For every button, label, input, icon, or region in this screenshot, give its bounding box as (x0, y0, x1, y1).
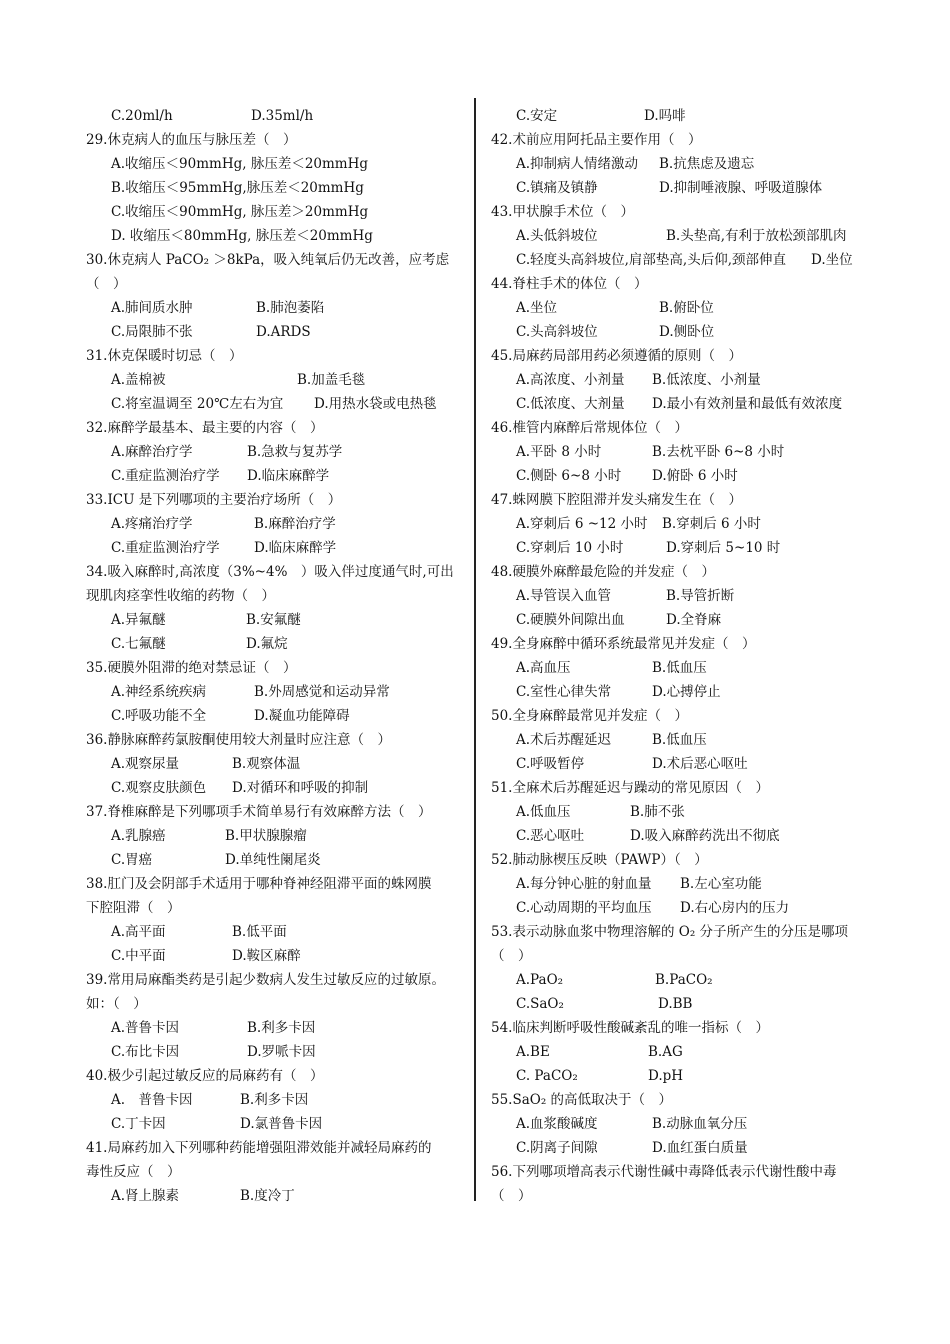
answer-option: A.观察尿量 (111, 756, 180, 772)
answer-option: A.坐位 (516, 300, 558, 316)
question-text: 49.全身麻醉中循环系统最常见并发症（ ） (491, 636, 756, 652)
answer-option: A.收缩压＜90mmHg, 脉压差＜20mmHg (111, 156, 369, 172)
question-text: 29.休克病人的血压与脉压差（ ） (86, 132, 297, 148)
question-text: （ ） (491, 1188, 532, 1204)
answer-options (491, 224, 871, 248)
answer-option: D.全脊麻 (666, 612, 722, 628)
answer-option: B.度冷丁 (240, 1188, 295, 1204)
answer-option: B.低血压 (652, 660, 707, 676)
question-text: 32.麻醉学最基本、最主要的内容（ ） (86, 420, 324, 436)
answer-option: C.中平面 (111, 948, 166, 964)
answer-option: C.呼吸功能不全 (111, 708, 207, 724)
question-text: 56.下列哪项增高表示代谢性碱中毒降低表示代谢性酸中毒 (491, 1164, 837, 1180)
question-text: 47.蛛网膜下腔阻滞并发头痛发生在（ ） (491, 492, 742, 508)
question-text: 现肌肉痉挛性收缩的药物（ ） (86, 588, 275, 604)
answer-options (86, 512, 466, 536)
answer-options (491, 800, 871, 824)
answer-options (491, 392, 871, 416)
answer-option: D.BB (658, 996, 693, 1012)
answer-option: D.临床麻醉学 (247, 468, 330, 484)
answer-option: C.重症监测治疗学 (111, 540, 220, 556)
answer-option: B.观察体温 (232, 756, 301, 772)
answer-option: A.头低斜坡位 (516, 228, 598, 244)
answer-option: D.血红蛋白质量 (652, 1140, 748, 1156)
answer-option: B.肺泡萎陷 (256, 300, 325, 316)
answer-option: D.最小有效剂量和最低有效浓度 (652, 396, 843, 412)
answer-option: D.吸入麻醉药洗出不彻底 (630, 828, 780, 844)
question-text: 52.肺动脉楔压反映（PAWP）（ ） (491, 852, 708, 868)
question-text: 46.椎管内麻醉后常规体位（ ） (491, 420, 688, 436)
question-text: 41.局麻药加入下列哪种药能增强阻滞效能并减轻局麻药的 (86, 1140, 432, 1156)
answer-option: A.术后苏醒延迟 (516, 732, 612, 748)
answer-options (86, 368, 466, 392)
answer-options (491, 824, 871, 848)
answer-option: A.低血压 (516, 804, 571, 820)
answer-option: C.硬膜外间隙出血 (516, 612, 625, 628)
answer-options (86, 152, 466, 176)
answer-option: D.抑制唾液腺、呼吸道腺体 (659, 180, 823, 196)
answer-options (86, 296, 466, 320)
answer-option: C.穿刺后 10 小时 (516, 540, 624, 556)
answer-option: C.收缩压＜90mmHg, 脉压差＞20mmHg (111, 204, 369, 220)
answer-options (491, 728, 871, 752)
answer-option: B.动脉血氧分压 (652, 1116, 748, 1132)
question-text: 51.全麻术后苏醒延迟与躁动的常见原因（ ） (491, 780, 769, 796)
answer-option: C.丁卡因 (111, 1116, 166, 1132)
answer-options (491, 752, 871, 776)
answer-options (86, 1088, 466, 1112)
answer-option: A.导管误入血管 (516, 588, 612, 604)
answer-option: D.氟烷 (246, 636, 288, 652)
answer-option: B.穿刺后 6 小时 (662, 516, 761, 532)
answer-options (86, 1184, 466, 1208)
answer-option: A.肺间质水肿 (111, 300, 193, 316)
answer-option: C.观察皮肤颜色 (111, 780, 207, 796)
answer-option: C.20ml/h (111, 108, 173, 124)
answer-option: D.单纯性阑尾炎 (225, 852, 321, 868)
question-text: 42.术前应用阿托品主要作用（ ） (491, 132, 702, 148)
answer-option: A.BE (516, 1044, 550, 1060)
answer-option: C.轻度头高斜坡位,肩部垫高,头后仰,颈部伸直 (516, 252, 787, 268)
answer-option: B.收缩压＜95mmHg,脉压差＜20mmHg (111, 180, 364, 196)
answer-option: C.重症监测治疗学 (111, 468, 220, 484)
question-text: 43.甲状腺手术位（ ） (491, 204, 634, 220)
answer-options (86, 824, 466, 848)
answer-option: A. 普鲁卡因 (111, 1092, 193, 1108)
question-text: （ ） (86, 276, 127, 292)
answer-options (86, 464, 466, 488)
answer-option: A.血浆酸碱度 (516, 1116, 598, 1132)
answer-option: D.右心房内的压力 (680, 900, 790, 916)
question-text: 48.硬膜外麻醉最危险的并发症（ ） (491, 564, 715, 580)
question-text: 36.静脉麻醉药氯胺酮使用较大剂量时应注意（ ） (86, 732, 391, 748)
question-text: 35.硬膜外阻滞的绝对禁忌证（ ） (86, 660, 297, 676)
answer-option: B.急救与复苏学 (247, 444, 343, 460)
answer-options (86, 776, 466, 800)
answer-options (86, 176, 466, 200)
answer-option: B.甲状腺腺瘤 (225, 828, 307, 844)
answer-options (491, 680, 871, 704)
answer-options (491, 1136, 871, 1160)
answer-option: D.术后恶心呕吐 (652, 756, 748, 772)
answer-options (86, 920, 466, 944)
answer-option: A.疼痛治疗学 (111, 516, 193, 532)
answer-option: A.普鲁卡因 (111, 1020, 180, 1036)
answer-options (491, 992, 871, 1016)
answer-options (86, 200, 466, 224)
answer-option: D.穿刺后 5~10 时 (666, 540, 781, 556)
answer-options (86, 680, 466, 704)
answer-options (491, 584, 871, 608)
answer-options (86, 1112, 466, 1136)
answer-options (491, 1040, 871, 1064)
answer-options (86, 848, 466, 872)
answer-options (491, 152, 871, 176)
answer-option: C. PaCO₂ (516, 1068, 578, 1084)
answer-option: B.左心室功能 (680, 876, 762, 892)
answer-options (491, 608, 871, 632)
answer-options (86, 752, 466, 776)
answer-options (491, 464, 871, 488)
answer-options (86, 440, 466, 464)
answer-option: D.临床麻醉学 (254, 540, 337, 556)
answer-option: B.PaCO₂ (655, 972, 713, 988)
answer-options (491, 1112, 871, 1136)
column-divider (474, 98, 476, 1201)
answer-option: B.低血压 (652, 732, 707, 748)
answer-option: C.局限肺不张 (111, 324, 193, 340)
answer-option: A.平卧 8 小时 (516, 444, 602, 460)
answer-option: C.室性心律失常 (516, 684, 612, 700)
answer-option: D.侧卧位 (659, 324, 715, 340)
answer-options (491, 248, 871, 272)
answer-option: A.神经系统疾病 (111, 684, 207, 700)
answer-options (491, 968, 871, 992)
answer-options (86, 224, 466, 248)
answer-option: C.镇痛及镇静 (516, 180, 598, 196)
answer-option: C.头高斜坡位 (516, 324, 598, 340)
question-text: 34.吸入麻醉时,高浓度（3%~4% ）吸入伴过度通气时,可出 (86, 564, 454, 580)
question-text: 33.ICU 是下列哪项的主要治疗场所（ ） (86, 492, 342, 508)
question-text: 38.肛门及会阴部手术适用于哪种脊神经阻滞平面的蛛网膜 (86, 876, 432, 892)
right-column (491, 104, 871, 1208)
answer-option: A.异氟醚 (111, 612, 166, 628)
answer-option: C.心动周期的平均血压 (516, 900, 652, 916)
answer-option: D.ARDS (256, 324, 311, 340)
answer-option: C.安定 (516, 108, 558, 124)
answer-option: D.吗啡 (644, 108, 686, 124)
answer-options (491, 536, 871, 560)
answer-option: C.SaO₂ (516, 996, 564, 1012)
question-text: 37.脊椎麻醉是下列哪项手术简单易行有效麻醉方法（ ） (86, 804, 432, 820)
question-text: 40.极少引起过敏反应的局麻药有（ ） (86, 1068, 324, 1084)
question-text: 50.全身麻醉最常见并发症（ ） (491, 708, 688, 724)
answer-option: D.pH (648, 1068, 684, 1084)
answer-option: B.AG (648, 1044, 683, 1060)
answer-option: D.罗哌卡因 (247, 1044, 316, 1060)
question-text: 下腔阻滞（ ） (86, 900, 181, 916)
answer-option: C.胃癌 (111, 852, 153, 868)
answer-option: B.抗焦虑及遗忘 (659, 156, 755, 172)
answer-options (86, 1040, 466, 1064)
answer-options (86, 536, 466, 560)
answer-option: C.布比卡因 (111, 1044, 180, 1060)
answer-options (491, 368, 871, 392)
answer-option: B.安氟醚 (246, 612, 301, 628)
question-text: 31.休克保暖时切忌（ ） (86, 348, 243, 364)
answer-option: A.高浓度、小剂量 (516, 372, 625, 388)
answer-option: B.头垫高,有利于放松颈部肌肉 (666, 228, 847, 244)
answer-option: B.导管折断 (666, 588, 735, 604)
answer-option: A.高血压 (516, 660, 571, 676)
answer-option: B.低浓度、小剂量 (652, 372, 761, 388)
answer-options (491, 104, 871, 128)
answer-options (491, 176, 871, 200)
answer-option: D.氯普鲁卡因 (240, 1116, 323, 1132)
answer-option: A.每分钟心脏的射血量 (516, 876, 652, 892)
answer-option: C.呼吸暂停 (516, 756, 585, 772)
answer-option: C.恶心呕吐 (516, 828, 585, 844)
answer-options (491, 872, 871, 896)
answer-options (491, 320, 871, 344)
answer-option: A.乳腺癌 (111, 828, 166, 844)
answer-option: D.坐位 (811, 252, 853, 268)
answer-options (86, 320, 466, 344)
answer-option: D.心搏停止 (652, 684, 721, 700)
answer-options (491, 512, 871, 536)
question-text: 55.SaO₂ 的高低取决于（ ） (491, 1092, 673, 1108)
answer-option: B.加盖毛毯 (297, 372, 366, 388)
answer-options (491, 440, 871, 464)
question-text: （ ） (491, 948, 532, 964)
answer-option: D.凝血功能障碍 (254, 708, 350, 724)
answer-option: A.盖棉被 (111, 372, 166, 388)
left-column (86, 104, 466, 1208)
question-text: 39.常用局麻酯类药是引起少数病人发生过敏反应的过敏原。 (86, 972, 445, 988)
answer-option: D.俯卧 6 小时 (652, 468, 738, 484)
question-text: 30.休克病人 PaCO₂ ＞8kPa，吸入纯氧后仍无改善，应考虑 (86, 252, 450, 268)
answer-option: B.麻醉治疗学 (254, 516, 336, 532)
answer-option: A.麻醉治疗学 (111, 444, 193, 460)
answer-option: B.低平面 (232, 924, 287, 940)
answer-options (491, 1064, 871, 1088)
answer-option: C.七氟醚 (111, 636, 166, 652)
answer-option: C.阴离子间隙 (516, 1140, 598, 1156)
answer-option: B.利多卡因 (240, 1092, 309, 1108)
answer-option: A.高平面 (111, 924, 166, 940)
answer-options (86, 608, 466, 632)
answer-option: C.将室温调至 20℃左右为宜 (111, 396, 284, 412)
question-text: 54.临床判断呼吸性酸碱紊乱的唯一指标（ ） (491, 1020, 769, 1036)
answer-option: B.俯卧位 (659, 300, 714, 316)
answer-option: D.鞍区麻醉 (232, 948, 301, 964)
answer-option: C.低浓度、大剂量 (516, 396, 625, 412)
answer-option: A.肾上腺素 (111, 1188, 180, 1204)
answer-options (86, 392, 466, 416)
answer-option: A.PaO₂ (516, 972, 564, 988)
answer-option: D. 收缩压＜80mmHg, 脉压差＜20mmHg (111, 228, 373, 244)
question-text: 45.局麻药局部用药必须遵循的原则（ ） (491, 348, 742, 364)
answer-option: D.35ml/h (251, 108, 314, 124)
answer-option: C.侧卧 6~8 小时 (516, 468, 622, 484)
answer-option: B.利多卡因 (247, 1020, 316, 1036)
answer-options (86, 632, 466, 656)
answer-option: B.外周感觉和运动异常 (254, 684, 390, 700)
question-text: 44.脊柱手术的体位（ ） (491, 276, 648, 292)
question-text: 如：（ ） (86, 996, 147, 1012)
answer-options (86, 1016, 466, 1040)
answer-options (491, 896, 871, 920)
answer-option: D.用热水袋或电热毯 (314, 396, 437, 412)
question-text: 毒性反应（ ） (86, 1164, 181, 1180)
answer-options (491, 656, 871, 680)
answer-option: D.对循环和呼吸的抑制 (232, 780, 369, 796)
answer-option: A.穿刺后 6 ~12 小时 (516, 516, 648, 532)
answer-option: B.肺不张 (630, 804, 685, 820)
answer-option: A.抑制病人情绪激动 (516, 156, 639, 172)
answer-options (86, 704, 466, 728)
answer-options (86, 944, 466, 968)
answer-options (86, 104, 466, 128)
answer-option: B.去枕平卧 6~8 小时 (652, 444, 785, 460)
answer-options (491, 296, 871, 320)
question-text: 53.表示动脉血浆中物理溶解的 O₂ 分子所产生的分压是哪项 (491, 924, 849, 940)
